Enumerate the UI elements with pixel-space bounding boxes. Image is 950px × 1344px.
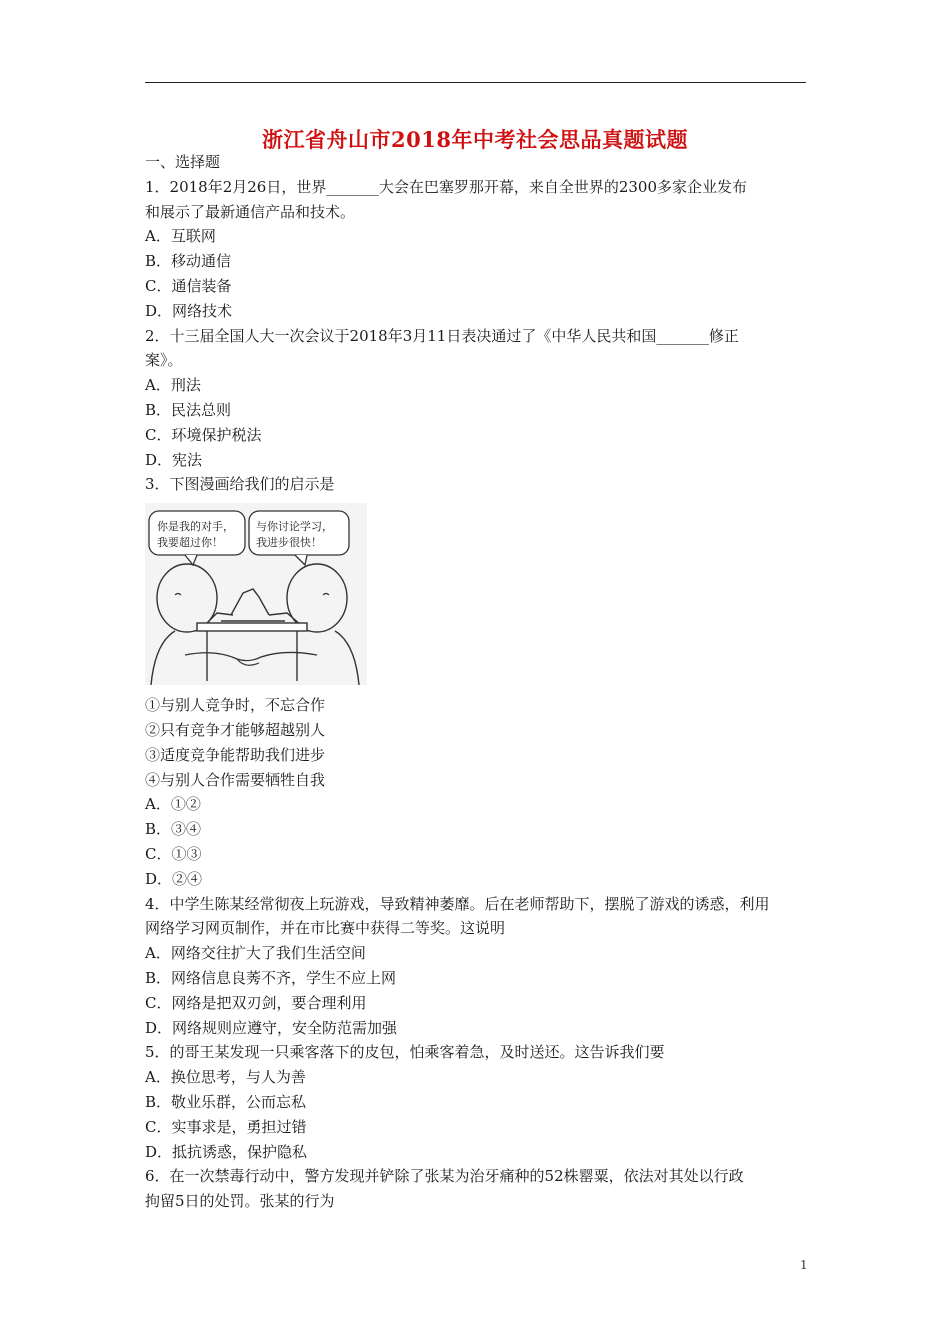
text-line: C．环境保护税法 bbox=[145, 425, 262, 444]
text-line: D．②④ bbox=[145, 869, 203, 888]
text-line: B．敬业乐群，公而忘私 bbox=[145, 1092, 307, 1111]
text-line: 案》。 bbox=[145, 351, 183, 370]
text-line: ③适度竞争能帮助我们进步 bbox=[145, 745, 326, 764]
header-rule bbox=[145, 82, 806, 83]
text-line: D．宪法 bbox=[145, 450, 203, 469]
question-content bbox=[145, 150, 810, 1214]
text-line: A．刑法 bbox=[145, 376, 201, 395]
text-line: 1．2018年2月26日，世界_______大会在巴塞罗那开幕，来自全世界的2300多家企业发布 bbox=[145, 177, 748, 196]
text-line: C．网络是把双刃剑，要合理利用 bbox=[145, 993, 367, 1012]
text-line: A．互联网 bbox=[145, 227, 216, 246]
text-line: 4．中学生陈某经常彻夜上玩游戏，导致精神萎靡。后在老师帮助下，摆脱了游戏的诱惑，利用 bbox=[145, 894, 770, 913]
cartoon-illustration bbox=[145, 503, 367, 685]
text-line: C．①③ bbox=[145, 844, 202, 863]
right-bubble-text-2: 我进步很快！ bbox=[256, 536, 322, 550]
text-line: 2．十三届全国人大一次会议于2018年3月11日表决通过了《中华人民共和国_______修正 bbox=[145, 326, 739, 345]
questions-1-to-3 bbox=[145, 150, 810, 497]
text-line: 6．在一次禁毒行动中，警方发现并铲除了张某为治牙痛种的52株罂粟，依法对其处以行政 bbox=[145, 1167, 744, 1186]
text-line: 5．的哥王某发现一只乘客落下的皮包，怕乘客着急，及时送还。这告诉我们要 bbox=[145, 1043, 665, 1062]
page-number: 1 bbox=[800, 1258, 808, 1272]
text-line: A．网络交往扩大了我们生活空间 bbox=[145, 944, 366, 963]
text-line: A．换位思考，与人为善 bbox=[145, 1068, 306, 1087]
text-line: C．通信装备 bbox=[145, 276, 232, 295]
cartoon-figure bbox=[145, 503, 367, 685]
left-bubble-text-1: 你是我的对手， bbox=[157, 520, 234, 534]
text-line: ②只有竞争才能够超越别人 bbox=[145, 720, 326, 739]
left-bubble-text-2: 我要超过你！ bbox=[157, 536, 223, 550]
text-line: ④与别人合作需要牺牲自我 bbox=[145, 770, 326, 789]
text-line: D．网络技术 bbox=[145, 301, 233, 320]
questions-3-options-to-6 bbox=[145, 693, 810, 1214]
text-line: B．民法总则 bbox=[145, 400, 232, 419]
right-bubble-text-1: 与你讨论学习， bbox=[256, 520, 333, 534]
text-line: A．①② bbox=[145, 795, 201, 814]
text-line: ①与别人竞争时，不忘合作 bbox=[145, 696, 326, 715]
text-line: D．抵抗诱惑，保护隐私 bbox=[145, 1142, 308, 1161]
text-line: 3．下图漫画给我们的启示是 bbox=[145, 475, 335, 494]
text-line: D．网络规则应遵守，安全防范需加强 bbox=[145, 1018, 398, 1037]
text-line: C．实事求是，勇担过错 bbox=[145, 1117, 307, 1136]
text-line: 一、选择题 bbox=[145, 153, 221, 171]
text-line: 网络学习网页制作，并在市比赛中获得二等奖。这说明 bbox=[145, 919, 506, 938]
text-line: 和展示了最新通信产品和技术。 bbox=[145, 202, 356, 221]
text-line: B．网络信息良莠不齐，学生不应上网 bbox=[145, 968, 397, 987]
text-line: B．移动通信 bbox=[145, 252, 232, 271]
document-title: 浙江省舟山市2018年中考社会思品真题试题 bbox=[262, 127, 688, 152]
text-line: 拘留5日的处罚。张某的行为 bbox=[145, 1192, 335, 1211]
text-line: B．③④ bbox=[145, 820, 202, 839]
